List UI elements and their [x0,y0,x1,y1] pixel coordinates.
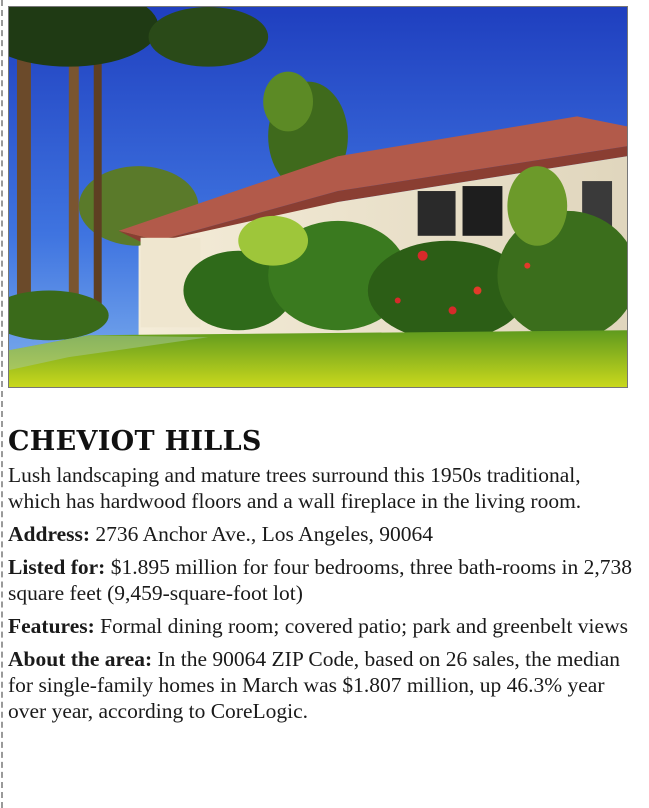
cut-line [1,0,3,808]
house-photo [8,6,628,388]
features-value: Formal dining room; covered patio; park and greenbelt views [94,614,628,638]
features-paragraph [8,613,633,639]
listed-label: Listed for: [8,555,106,579]
address-paragraph [8,521,633,547]
area-paragraph [8,646,633,724]
listing-article [8,425,633,731]
intro-paragraph: Lush landscaping and mature trees surround this 1950s traditional, which has hardwood floors and a wall fireplace in the living room. [8,463,582,513]
house-photo-illustration [9,7,627,387]
area-label: About the area: [8,647,153,671]
area-value: In the 90064 ZIP Code, based on 26 sales, the median for single-family homes in March was $1.807 million, up 46.3% year over year, according to CoreLogic. [8,647,621,723]
listed-value: $1.895 million for four bedrooms, three bath-rooms in 2,738 square feet (9,459-square-foot lot) [8,555,632,605]
address-label: Address: [8,522,91,546]
headline: CHEVIOT HILLS [8,426,262,457]
address-value: 2736 Anchor Ave., Los Angeles, 90064 [90,522,434,546]
features-label: Features: [8,614,95,638]
listed-paragraph [8,554,633,606]
